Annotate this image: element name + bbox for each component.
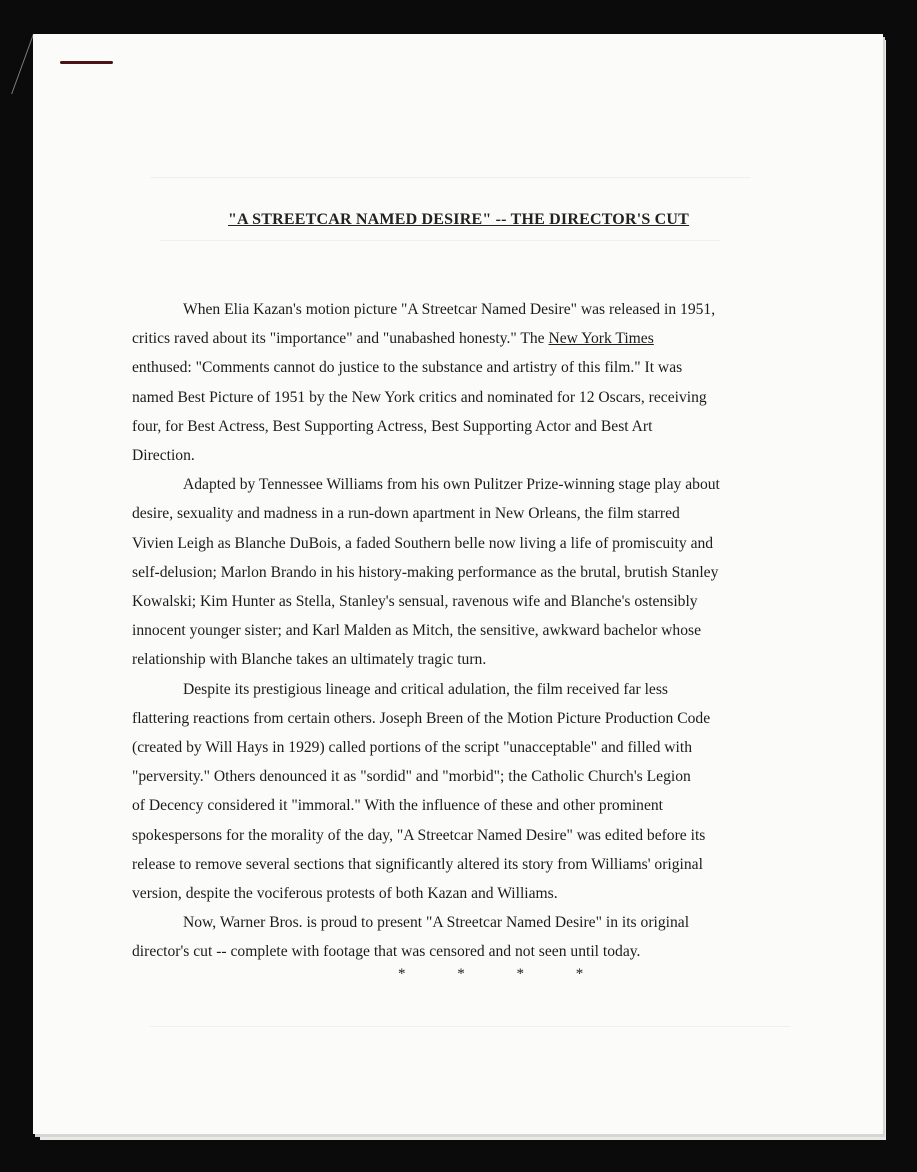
paragraph-1: [132, 295, 784, 470]
document-title: "A STREETCAR NAMED DESIRE" -- THE DIRECTOR'S CUT: [227, 211, 690, 228]
text-line: Vivien Leigh as Blanche DuBois, a faded Southern belle now living a life of promiscuity and: [132, 534, 714, 552]
text-segment: critics raved about its "importance" and "unabashed honesty." The: [132, 330, 549, 348]
newspaper-title: New York Times: [548, 330, 654, 348]
text-line: Despite its prestigious lineage and critical adulation, the film received far less: [183, 680, 668, 698]
text-line: director's cut -- complete with footage that was censored and not seen until today.: [132, 943, 641, 961]
bleed-through-line: [150, 177, 750, 178]
paragraph-2: [132, 470, 784, 674]
text-line: of Decency considered it "immoral." With the influence of these and other prominent: [132, 797, 664, 815]
text-line: "perversity." Others denounced it as "sordid" and "morbid"; the Catholic Church's Legion: [132, 768, 691, 786]
staple-mark: [60, 61, 113, 64]
text-line: flattering reactions from certain others. Joseph Breen of the Motion Picture Production Code: [132, 709, 711, 727]
text-line: Kowalski; Kim Hunter as Stella, Stanley's sensual, ravenous wife and Blanche's ostensibly: [132, 593, 698, 611]
bleed-through-line: [160, 240, 720, 241]
text-line: four, for Best Actress, Best Supporting Actress, Best Supporting Actor and Best Art: [132, 417, 653, 435]
text-line: self-delusion; Marlon Brando in his history-making performance as the brutal, brutish Stanley: [132, 563, 719, 581]
text-line: named Best Picture of 1951 by the New York critics and nominated for 12 Oscars, receiving: [132, 388, 707, 406]
bleed-through-line: [150, 1026, 790, 1027]
text-line: desire, sexuality and madness in a run-down apartment in New Orleans, the film starred: [132, 505, 680, 523]
text-line: (created by Will Hays in 1929) called portions of the script "unacceptable" and filled with: [132, 739, 693, 757]
text-line: version, despite the vociferous protests of both Kazan and Williams.: [132, 885, 558, 903]
text-line: Now, Warner Bros. is proud to present "A Streetcar Named Desire" in its original: [183, 914, 690, 932]
text-line: enthused: "Comments cannot do justice to the substance and artistry of this film." It was: [132, 359, 683, 377]
document-body: [132, 295, 784, 967]
text-line: release to remove several sections that significantly altered its story from Williams' original: [132, 855, 703, 873]
text-line: When Elia Kazan's motion picture "A Streetcar Named Desire" was released in 1951,: [183, 301, 716, 318]
text-line: [132, 324, 784, 353]
text-line: innocent younger sister; and Karl Malden as Mitch, the sensitive, awkward bachelor whose: [132, 622, 702, 640]
section-separator: * * * *: [398, 966, 608, 982]
text-line: relationship with Blanche takes an ultimately tragic turn.: [132, 651, 487, 669]
paragraph-3: [132, 675, 784, 909]
paragraph-4: [132, 908, 784, 966]
text-line: spokespersons for the morality of the day, "A Streetcar Named Desire" was edited before its: [132, 826, 706, 844]
text-line: Adapted by Tennessee Williams from his own Pulitzer Prize-winning stage play about: [183, 476, 720, 494]
text-line: Direction.: [132, 447, 195, 465]
